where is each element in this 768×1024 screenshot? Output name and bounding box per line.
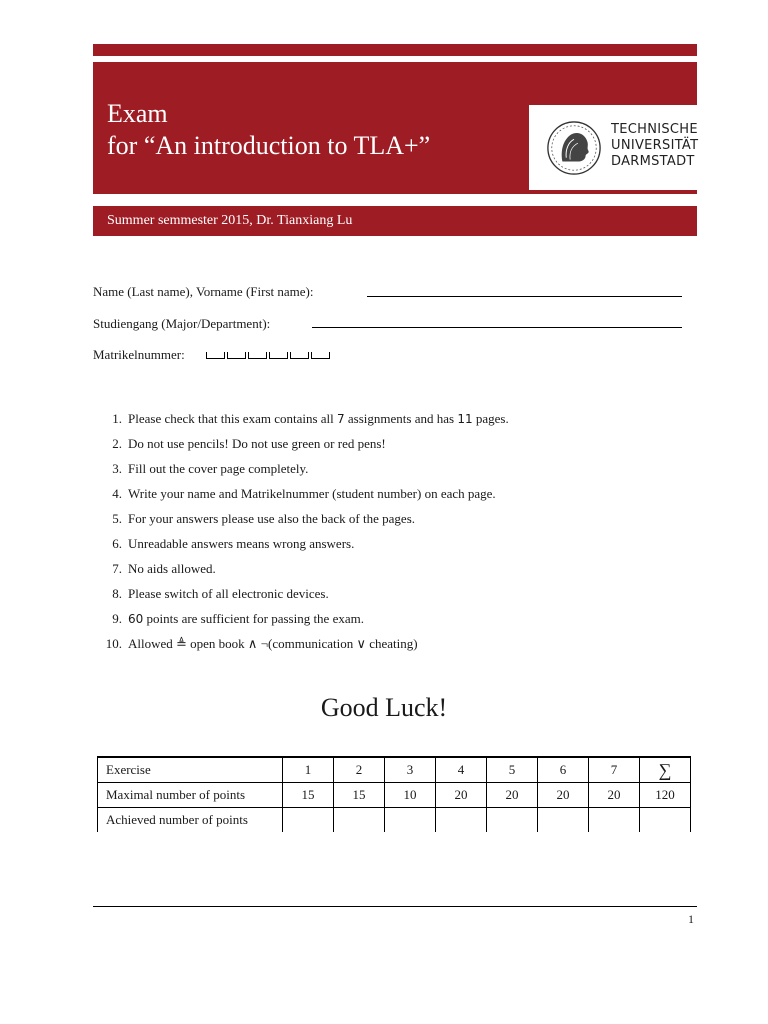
achieved-points-cell[interactable] xyxy=(283,808,334,833)
matrikel-box[interactable] xyxy=(269,352,288,359)
max-points-cell: 10 xyxy=(385,783,436,808)
instruction-text: Please switch of all electronic devices. xyxy=(128,586,329,601)
instruction-number: 1. xyxy=(112,411,122,426)
achieved-points-cell[interactable] xyxy=(487,808,538,833)
university-logo xyxy=(529,105,697,190)
logo-line-2: UNIVERSITÄT xyxy=(611,138,699,153)
instruction-text: Fill out the cover page completely. xyxy=(128,461,309,476)
instruction-text: Unreadable answers means wrong answers. xyxy=(128,536,355,551)
instruction-number: 2. xyxy=(112,436,122,451)
exercise-header: 4 xyxy=(436,757,487,783)
instruction-text: 60 points are sufficient for passing the exam. xyxy=(128,611,364,626)
table-row xyxy=(98,808,691,833)
page-title xyxy=(107,98,430,162)
instruction-text: No aids allowed. xyxy=(128,561,216,576)
major-field-line[interactable] xyxy=(312,327,682,328)
matrikel-field-label: Matrikelnummer: xyxy=(93,347,185,362)
row-label: Achieved number of points xyxy=(98,808,283,833)
exercise-header: 5 xyxy=(487,757,538,783)
achieved-points-cell[interactable] xyxy=(385,808,436,833)
max-points-cell: 15 xyxy=(283,783,334,808)
matrikel-box[interactable] xyxy=(290,352,309,359)
max-points-cell: 20 xyxy=(589,783,640,808)
matrikel-boxes[interactable] xyxy=(206,352,332,359)
logo-line-1: TECHNISCHE xyxy=(611,122,698,137)
exercise-header: 3 xyxy=(385,757,436,783)
name-field-label: Name (Last name), Vorname (First name): xyxy=(93,284,314,299)
instruction-number: 7. xyxy=(112,561,122,576)
achieved-points-cell[interactable] xyxy=(436,808,487,833)
matrikel-box[interactable] xyxy=(311,352,330,359)
matrikel-box[interactable] xyxy=(227,352,246,359)
logo-text xyxy=(611,122,698,170)
exercise-header: 7 xyxy=(589,757,640,783)
max-points-cell: 20 xyxy=(436,783,487,808)
good-luck-heading: Good Luck! xyxy=(320,693,448,722)
max-points-cell: 15 xyxy=(334,783,385,808)
instruction-number: 3. xyxy=(112,461,122,476)
sum-header: ∑ xyxy=(640,757,691,783)
achieved-points-cell[interactable] xyxy=(589,808,640,833)
achieved-points-cell[interactable] xyxy=(334,808,385,833)
instruction-number: 5. xyxy=(112,511,122,526)
header-block xyxy=(93,62,697,194)
max-points-cell: 20 xyxy=(487,783,538,808)
logo-line-3: DARMSTADT xyxy=(611,154,695,169)
table-row xyxy=(98,757,691,783)
achieved-points-total[interactable] xyxy=(640,808,691,833)
points-table xyxy=(97,756,691,832)
name-field-line[interactable] xyxy=(367,296,682,297)
exercise-header: 6 xyxy=(538,757,589,783)
achieved-points-cell[interactable] xyxy=(538,808,589,833)
title-line-2: for “An introduction to TLA+” xyxy=(107,131,431,160)
major-field-label: Studiengang (Major/Department): xyxy=(93,316,271,331)
instruction-number: 8. xyxy=(112,586,122,601)
page-number: 1 xyxy=(688,912,694,926)
instruction-text: Write your name and Matrikelnummer (student number) on each page. xyxy=(128,486,496,501)
instruction-text: Please check that this exam contains all 7 assignments and has 11 pages. xyxy=(128,411,509,426)
title-line-1: Exam xyxy=(107,99,168,128)
instruction-text: For your answers please use also the back of the pages. xyxy=(128,511,415,526)
footer-rule xyxy=(93,906,697,907)
instruction-number: 6. xyxy=(112,536,122,551)
subtitle: Summer semmester 2015, Dr. Tianxiang Lu xyxy=(107,213,353,228)
instruction-number: 9. xyxy=(112,611,122,626)
table-row xyxy=(98,783,691,808)
exercise-header: 2 xyxy=(334,757,385,783)
athena-head-icon xyxy=(545,119,603,177)
top-red-bar xyxy=(93,44,697,56)
matrikel-box[interactable] xyxy=(206,352,225,359)
instruction-text: Allowed ≜ open book ∧ ¬(communication ∨ cheating) xyxy=(128,636,418,651)
max-points-total: 120 xyxy=(640,783,691,808)
subtitle-bar xyxy=(93,206,697,236)
instruction-number: 4. xyxy=(112,486,122,501)
exercise-header: 1 xyxy=(283,757,334,783)
row-label: Maximal number of points xyxy=(98,783,283,808)
instruction-number: 10. xyxy=(105,636,122,651)
max-points-cell: 20 xyxy=(538,783,589,808)
row-label: Exercise xyxy=(98,757,283,783)
instruction-text: Do not use pencils! Do not use green or red pens! xyxy=(128,436,386,451)
matrikel-box[interactable] xyxy=(248,352,267,359)
